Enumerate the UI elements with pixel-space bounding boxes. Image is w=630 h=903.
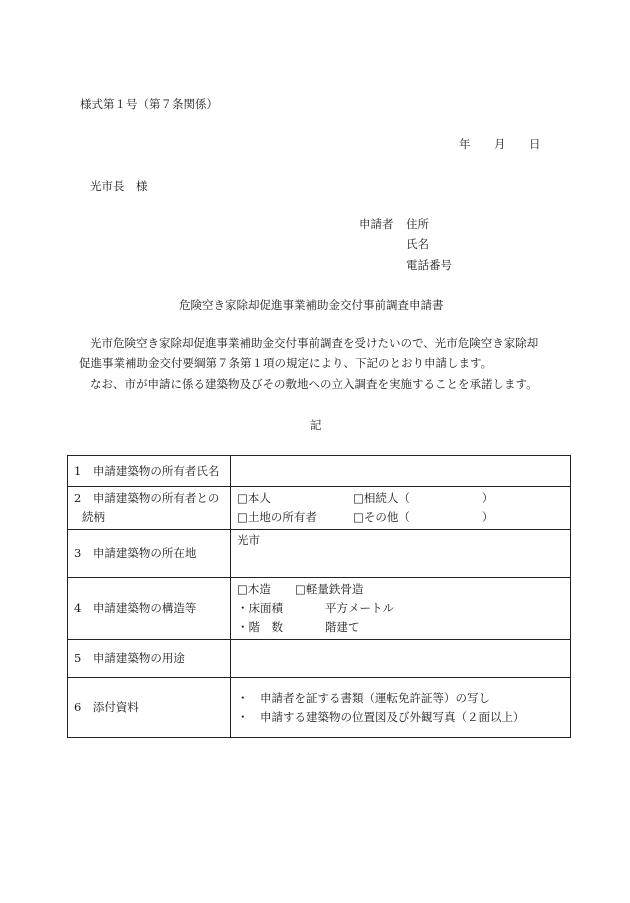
relationship-label-line-2: 続柄 (82, 510, 105, 524)
applicant-phone-label: 電話番号 (406, 258, 452, 272)
owner-name-label: 1 申請建築物の所有者氏名 (68, 456, 231, 487)
location-value: 光市 (231, 530, 571, 578)
floor-area-unit: 平方メートル (325, 601, 394, 615)
relationship-label (68, 487, 231, 530)
date-month-label: 月 (494, 137, 506, 151)
attachment-item-location-photos: ・ 申請する建築物の位置図及び外観写真（２面以上） (237, 709, 525, 724)
checkbox-self[interactable]: □本人 (237, 491, 271, 505)
floors-label: ・階 数 (237, 620, 283, 634)
heir-close-paren: ） (481, 491, 494, 505)
table-row-relationship (68, 487, 571, 530)
table-row-location (68, 530, 571, 578)
addressee: 光市長 様 (90, 179, 148, 193)
owner-name-value (231, 456, 571, 487)
checkbox-land-owner[interactable]: □土地の所有者 (237, 510, 317, 524)
applicant-label: 申請者 (359, 217, 394, 231)
other-close-paren: ） (481, 510, 494, 524)
table-row-attachments (68, 678, 571, 738)
applicant-name-label: 氏名 (406, 237, 429, 251)
checkbox-other[interactable]: □その他（ (353, 510, 410, 524)
table-row-structure (68, 578, 571, 640)
date-day-label: 日 (529, 137, 541, 151)
body-paragraph-line-1: 光市危険空き家除却促進事業補助金交付事前調査を受けたいので、光市危険空き家除却 (90, 336, 539, 350)
usage-value (231, 640, 571, 678)
structure-label: 4 申請建築物の構造等 (68, 578, 231, 640)
checkbox-heir[interactable]: □相続人（ (353, 491, 410, 505)
usage-label: 5 申請建築物の用途 (68, 640, 231, 678)
application-details-table (67, 455, 571, 738)
checkbox-light-steel[interactable]: □軽量鉄骨造 (295, 582, 364, 596)
relationship-label-line-1: 2 申請建築物の所有者との (74, 491, 220, 505)
document-title: 危険空き家除却促進事業補助金交付事前調査申請書 (179, 298, 444, 312)
relationship-options (231, 487, 571, 530)
form-number: 様式第１号（第７条関係） (80, 97, 218, 111)
location-label: 3 申請建築物の所在地 (68, 530, 231, 578)
table-row-usage (68, 640, 571, 678)
ki-heading: 記 (310, 418, 322, 432)
floors-unit: 階建て (325, 620, 360, 634)
floor-area-label: ・床面積 (237, 601, 283, 615)
body-paragraph-line-2: 促進事業補助金交付要綱第７条第１項の規定により、下記のとおり申請します。 (79, 356, 493, 370)
attachments-list (231, 678, 571, 738)
consent-paragraph: なお、市が申請に係る建築物及びその敷地への立入調査を実施することを承諾します。 (90, 377, 538, 391)
structure-details (231, 578, 571, 640)
checkbox-wood[interactable]: □木造 (237, 582, 271, 596)
attachments-label: 6 添付資料 (68, 678, 231, 738)
date-year-label: 年 (459, 137, 471, 151)
attachment-item-id-document: ・ 申請者を証する書類（運転免許証等）の写し (237, 690, 490, 705)
applicant-address-label: 住所 (406, 217, 429, 231)
table-row-owner-name (68, 456, 571, 487)
